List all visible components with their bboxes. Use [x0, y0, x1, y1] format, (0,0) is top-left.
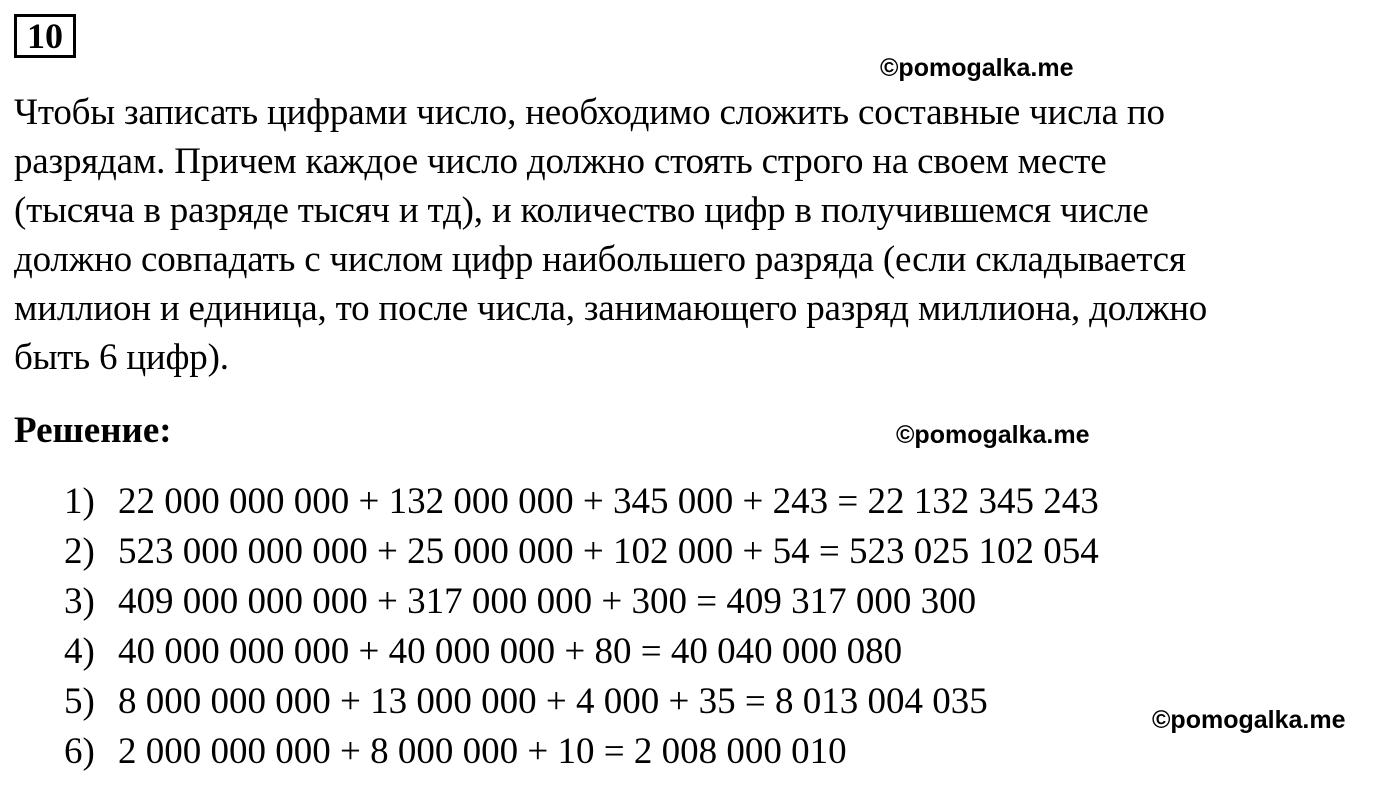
solution-item	[64, 577, 1099, 627]
explanation-line: быть 6 цифр).	[14, 337, 229, 378]
solution-item	[64, 527, 1099, 577]
watermark: ©pomogalka.me	[880, 54, 1074, 82]
solution-heading: Решение:	[14, 410, 172, 451]
solution-item	[64, 727, 1099, 777]
solution-item-number: 3)	[64, 581, 95, 622]
explanation-line: разрядам. Причем каждое число должно стоять строго на своем месте	[14, 141, 1107, 182]
solution-item-number: 2)	[64, 531, 95, 572]
solution-item-number: 5)	[64, 681, 95, 722]
solution-item-expression: 523 000 000 000 + 25 000 000 + 102 000 + 54 = 523 025 102 054	[118, 531, 1099, 572]
task-number-box	[14, 14, 76, 58]
solution-item	[64, 677, 1099, 727]
explanation-line: миллион и единица, то после числа, занимающего разряд миллиона, должно	[14, 288, 1208, 329]
solution-item	[64, 627, 1099, 677]
solution-item-expression: 40 000 000 000 + 40 000 000 + 80 = 40 040 000 080	[118, 631, 903, 672]
watermark: ©pomogalka.me	[896, 421, 1090, 449]
explanation-line: Чтобы записать цифрами число, необходимо сложить составные числа по	[14, 92, 1165, 133]
watermark: ©pomogalka.me	[1152, 706, 1346, 734]
explanation-line: (тысяча в разряде тысяч и тд), и количество цифр в получившемся числе	[14, 190, 1149, 231]
solution-item-expression: 22 000 000 000 + 132 000 000 + 345 000 + 243 = 22 132 345 243	[118, 481, 1099, 522]
solution-item	[64, 477, 1099, 527]
explanation-line: должно совпадать с числом цифр наибольшего разряда (если складывается	[14, 239, 1186, 280]
solution-item-number: 1)	[64, 481, 95, 522]
task-number: 10	[27, 16, 63, 56]
solution-item-expression: 8 000 000 000 + 13 000 000 + 4 000 + 35 = 8 013 004 035	[118, 681, 988, 722]
solution-item-number: 6)	[64, 731, 95, 772]
solution-item-expression: 409 000 000 000 + 317 000 000 + 300 = 409 317 000 300	[118, 581, 977, 622]
solution-list	[64, 477, 1099, 777]
explanation-paragraph	[14, 88, 1384, 382]
solution-item-expression: 2 000 000 000 + 8 000 000 + 10 = 2 008 000 010	[118, 731, 847, 772]
solution-item-number: 4)	[64, 631, 95, 672]
